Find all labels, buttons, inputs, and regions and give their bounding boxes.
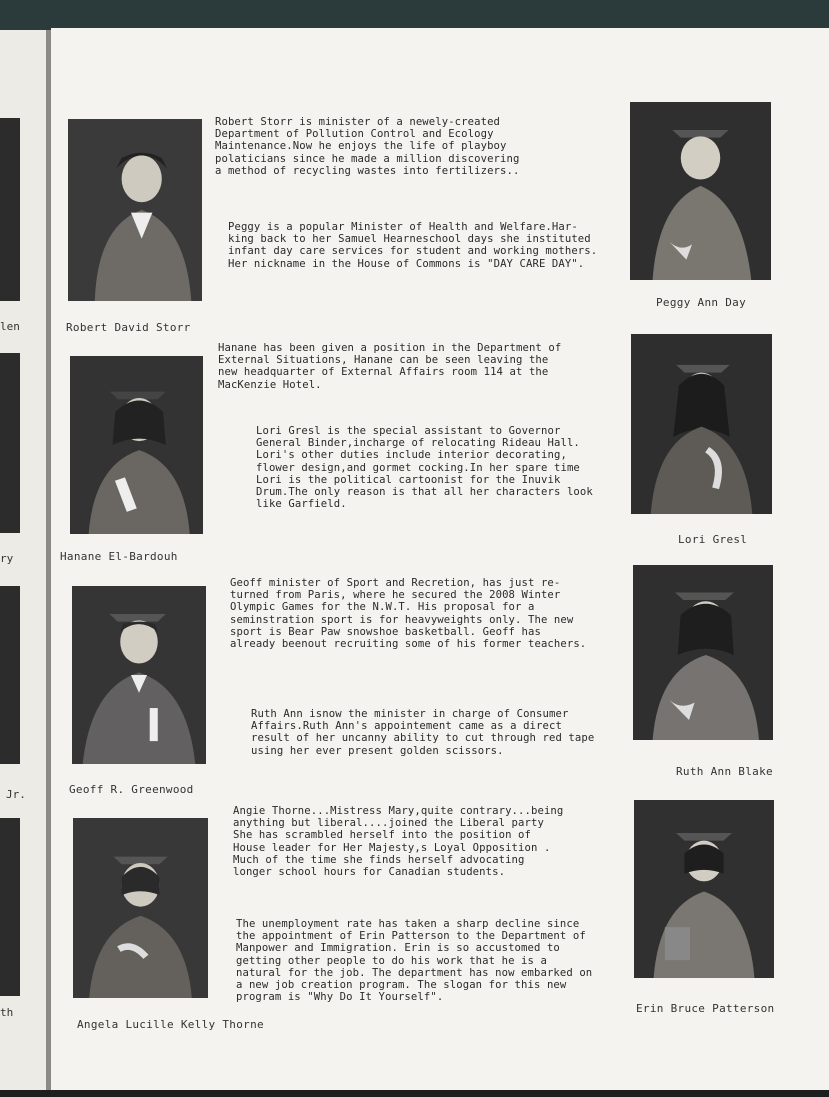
- scan-bottom-edge: [0, 1090, 829, 1097]
- left-page-edge: [0, 30, 46, 1090]
- portrait-photo: [634, 800, 774, 978]
- edge-name-fragment: ry: [0, 552, 14, 565]
- portrait-photo: [73, 818, 208, 998]
- student-name: Erin Bruce Patterson: [636, 1002, 775, 1015]
- edge-photo: [0, 586, 20, 764]
- portrait-photo: [72, 586, 206, 764]
- portrait-photo: [633, 565, 773, 740]
- portrait-photo: [70, 356, 203, 534]
- student-name: Angela Lucille Kelly Thorne: [77, 1018, 264, 1031]
- portrait-photo: [630, 102, 771, 280]
- student-name: Robert David Storr: [66, 321, 191, 334]
- student-name: Hanane El-Bardouh: [60, 550, 178, 563]
- scan-top-edge: [0, 0, 829, 30]
- yearbook-page: [51, 28, 829, 1090]
- student-name: Peggy Ann Day: [656, 296, 746, 309]
- student-name: Ruth Ann Blake: [676, 765, 773, 778]
- edge-photo: [0, 353, 20, 533]
- edge-name-fragment: th: [0, 1006, 14, 1019]
- student-bio: Robert Storr is minister of a newely-created Department of Pollution Control and Ecology Maintenance.Now he enjoys the life of playboy polaticians since he made a million discovering a method of recycling wastes into fertilizers..: [215, 116, 520, 177]
- student-bio: Hanane has been given a position in the Department of External Situations, Hanane can be seen leaving the new headquarter of External Affairs room 114 at the MacKenzie Hotel.: [218, 342, 562, 391]
- student-bio: The unemployment rate has taken a sharp decline since the appointment of Erin Patterson to the Department of Manpower and Immigration. Erin is so accustomed to getting other people to do his work that he is a natural for the job. The department has now embarked on a new job creation program. The slogan for this new program is "Why Do It Yourself".: [236, 918, 593, 1004]
- student-bio: Peggy is a popular Minister of Health and Welfare.Har- king back to her Samuel Hearneschool days she instituted infant day care services for student and working mothers. Her nickname in the House of Commons is "DAY CARE DAY".: [228, 221, 598, 270]
- student-bio: Angie Thorne...Mistress Mary,quite contrary...being anything but liberal....joined the Liberal party She has scrambled herself into the position of House leader for Her Majesty,s Loyal Opposition . Much of the time she finds herself advocating longer school hours for Canadian students.: [233, 805, 564, 879]
- edge-photo: [0, 818, 20, 996]
- student-bio: Ruth Ann isnow the minister in charge of Consumer Affairs.Ruth Ann's appointement came as a direct result of her uncanny ability to cut through red tape using her ever present golden scissors.: [251, 708, 595, 757]
- student-name: Lori Gresl: [678, 533, 748, 546]
- student-name: Geoff R. Greenwood: [69, 783, 194, 796]
- edge-name-fragment: len: [0, 320, 20, 333]
- student-bio: Lori Gresl is the special assistant to Governor General Binder,incharge of relocating Rideau Hall. Lori's other duties include interior decorating, flower design,and gormet cocking.In her spare time Lori is the political cartoonist for the Inuvik Drum.The only reason is that all her characters look like Garfield.: [256, 425, 593, 511]
- portrait-photo: [631, 334, 772, 514]
- student-bio: Geoff minister of Sport and Recretion, has just re- turned from Paris, where he secured the 2008 Winter Olympic Games for the N.W.T. His proposal for a seminstration sport is for heavyweights only. The new sport is Bear Paw snowshoe basketball. Geoff has already beenout recruiting some of his former teachers.: [230, 577, 587, 651]
- portrait-photo: [68, 119, 202, 301]
- edge-name-fragment: Jr.: [6, 788, 26, 801]
- edge-photo: [0, 118, 20, 301]
